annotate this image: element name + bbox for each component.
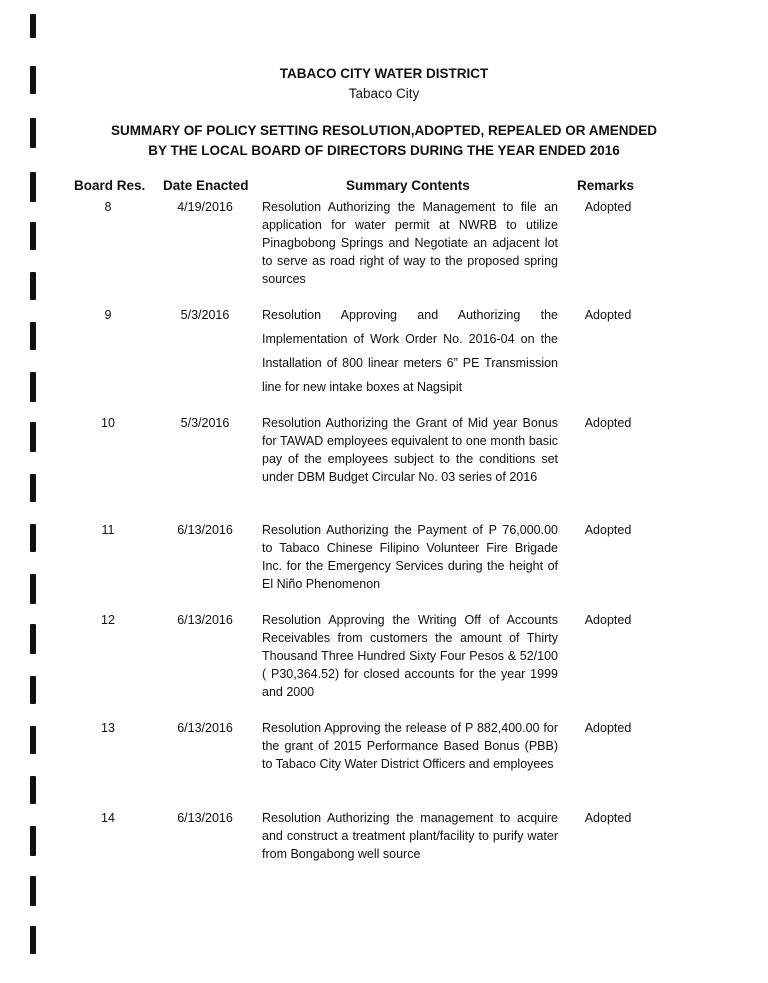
binder-mark bbox=[30, 926, 36, 954]
remarks: Adopted bbox=[584, 308, 632, 322]
remarks: Adopted bbox=[584, 416, 632, 430]
board-res-number: 9 bbox=[104, 308, 112, 322]
city-name: Tabaco City bbox=[348, 86, 420, 101]
binder-mark bbox=[30, 726, 36, 754]
document-title-line-1: SUMMARY OF POLICY SETTING RESOLUTION,ADOPTED, REPEALED OR AMENDED bbox=[110, 123, 658, 138]
summary-contents: Resolution Authorizing the Grant of Mid year Bonus for TAWAD employees equivalent to one month basic pay of the employees subject to the conditions set under DBM Budget Circular No. 03 series of 2016 bbox=[262, 416, 558, 484]
binder-mark bbox=[30, 172, 36, 202]
binder-mark bbox=[30, 322, 36, 350]
binder-mark bbox=[30, 776, 36, 804]
summary-contents: Resolution Authorizing the Management to file an application for water permit at NWRB to utilize Pinagbobong Springs and Negotiate an adjacent lot to serve as road right of way to the proposed spring sources bbox=[262, 200, 558, 286]
summary-contents: Resolution Authorizing the Payment of P 76,000.00 to Tabaco Chinese Filipino Volunteer Fire Brigade Inc. for the Emergency Services during the height of El Niño Phenomenon bbox=[262, 523, 558, 591]
organization-name: TABACO CITY WATER DISTRICT bbox=[279, 66, 489, 81]
document-title-line-2: BY THE LOCAL BOARD OF DIRECTORS DURING THE YEAR ENDED 2016 bbox=[148, 143, 620, 158]
binder-mark bbox=[30, 14, 36, 38]
summary-contents: Resolution Authorizing the management to acquire and construct a treatment plant/facility to purify water from Bongabong well source bbox=[262, 811, 558, 861]
date-enacted: 6/13/2016 bbox=[177, 721, 233, 735]
binder-mark bbox=[30, 574, 36, 604]
binder-mark bbox=[30, 524, 36, 552]
binder-mark bbox=[30, 422, 36, 452]
binder-mark bbox=[30, 826, 36, 856]
column-header-date-enacted: Date Enacted bbox=[163, 178, 249, 193]
remarks: Adopted bbox=[584, 811, 632, 825]
board-res-number: 8 bbox=[104, 200, 112, 214]
board-res-number: 11 bbox=[101, 523, 115, 537]
column-header-summary: Summary Contents bbox=[346, 178, 470, 193]
remarks: Adopted bbox=[584, 200, 632, 214]
board-res-number: 13 bbox=[101, 721, 115, 735]
column-header-board-res: Board Res. bbox=[74, 178, 146, 193]
summary-contents: Resolution Approving the release of P 882,400.00 for the grant of 2015 Performance Based Bonus (PBB) to Tabaco City Water District Officers and employees bbox=[262, 721, 558, 771]
binder-mark bbox=[30, 474, 36, 502]
board-res-number: 14 bbox=[101, 811, 115, 825]
remarks: Adopted bbox=[584, 613, 632, 627]
date-enacted: 4/19/2016 bbox=[177, 200, 233, 214]
binder-mark bbox=[30, 624, 36, 654]
board-res-number: 12 bbox=[101, 613, 115, 627]
date-enacted: 6/13/2016 bbox=[177, 523, 233, 537]
summary-contents: Resolution Approving and Authorizing the Implementation of Work Order No. 2016-04 on the Installation of 800 linear meters 6” PE Transmission line for new intake boxes at Nagsipit bbox=[262, 308, 558, 394]
binder-mark bbox=[30, 876, 36, 906]
binder-mark bbox=[30, 272, 36, 300]
date-enacted: 6/13/2016 bbox=[177, 613, 233, 627]
column-header-remarks: Remarks bbox=[577, 178, 635, 193]
board-res-number: 10 bbox=[101, 416, 115, 430]
binder-mark bbox=[30, 372, 36, 402]
date-enacted: 6/13/2016 bbox=[177, 811, 233, 825]
binder-mark bbox=[30, 676, 36, 704]
date-enacted: 5/3/2016 bbox=[180, 416, 230, 430]
remarks: Adopted bbox=[584, 523, 632, 537]
date-enacted: 5/3/2016 bbox=[180, 308, 230, 322]
remarks: Adopted bbox=[584, 721, 632, 735]
binder-mark bbox=[30, 222, 36, 250]
summary-contents: Resolution Approving the Writing Off of Accounts Receivables from customers the amount of Thirty Thousand Three Hundred Sixty Four Pesos & 52/100 ( P30,364.52) for closed accounts for the year 1999 and 2000 bbox=[262, 613, 558, 699]
